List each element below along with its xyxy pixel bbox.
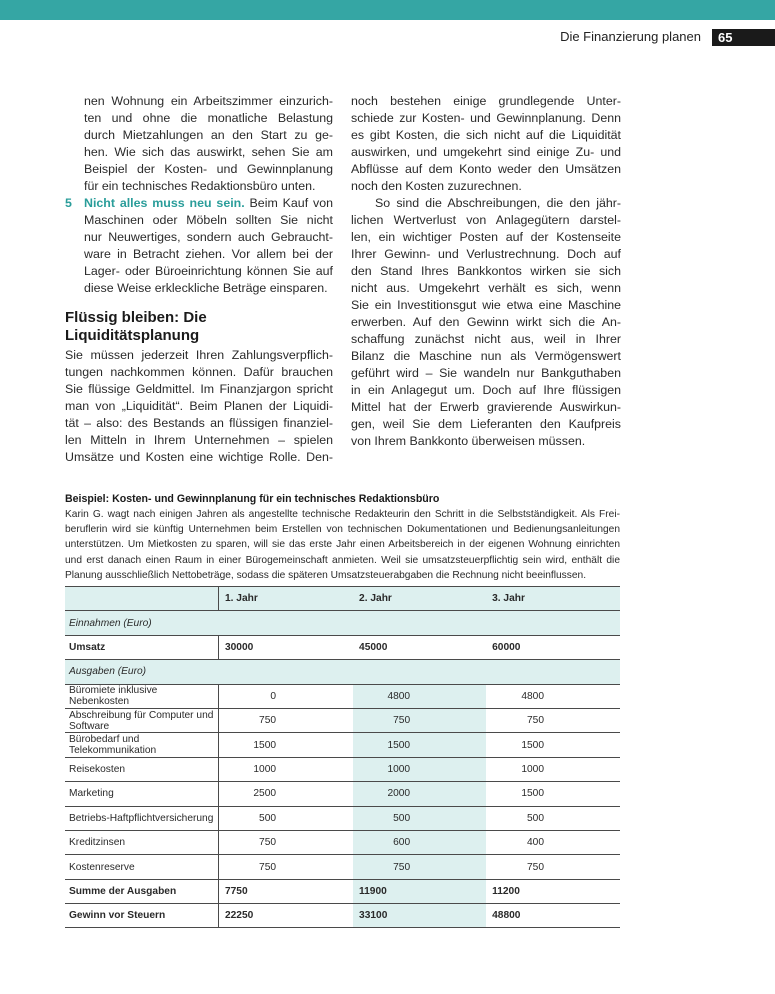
cell-year-3: 60000 (486, 635, 620, 659)
row-label: Bürobedarf und Telekommunikation (65, 733, 218, 757)
text-line: noch den Kosten zuzurechnen. (351, 179, 522, 193)
text-line: Beispiel der Kosten- und Gewinnplanung (84, 162, 333, 176)
text-line: für ein technisches Redaktionsbüro unten. (84, 179, 316, 193)
left-column (65, 93, 333, 466)
text-line: tungen nachkommen können. Dafür brauchen (65, 365, 333, 379)
table-header-cell (65, 587, 218, 611)
text-line: noch bestehen einige grundlegende Unter- (351, 94, 621, 108)
cell-year-2: 11900 (353, 879, 486, 903)
text-line: Sie flüssige Geldmittel. Im Finanzjargon spricht (65, 382, 333, 396)
table-row-profit (65, 904, 620, 928)
text-line (84, 195, 333, 212)
text-line: Planung ausschließlich Nettobeträge, sodass die späteren Umsatzsteuerabgaben die Rechnung nicht beeinflussen. (65, 569, 587, 581)
cell-year-2: 2000 (353, 782, 486, 806)
cell-year-3: 400 (486, 830, 620, 854)
text-line: Lager- oder Büroeinrichtung können Sie auf (84, 264, 333, 278)
table-row (65, 757, 620, 781)
text-line: Karin G. wagt nach einigen Jahren als angestellte technische Redakteurin den Schritt in die Selbstständigkeit. Als Frei- (65, 509, 620, 520)
cell-year-1: 22250 (218, 904, 353, 928)
cell-year-1: 7750 (218, 879, 353, 903)
cell-year-1: 30000 (218, 635, 353, 659)
table-header-row (65, 587, 620, 611)
table-row (65, 830, 620, 854)
row-label: Summe der Ausgaben (65, 879, 218, 903)
row-label: Büromiete inklusive Nebenkosten (65, 684, 218, 708)
text-line: schiede zur Kosten- und Gewinnplanung. Denn (351, 111, 621, 125)
text-line: in ein Anlagegut um. Doch auf Ihre flüssigen (351, 383, 621, 397)
text-line: nicht aus. Umgekehrt verhält es sich, wenn (351, 281, 621, 295)
text-line: Umsätze und Kosten eine wichtige Rolle. Den- (65, 450, 333, 464)
text-line: den Stand Ihres Bankkontos wirken sie sich (351, 264, 621, 278)
text-line: len Mitteln in Ihrem Unternehmen – spielen (65, 433, 333, 447)
example-box (65, 492, 620, 928)
text-line: ten und ohne die monatliche Belastung (84, 111, 333, 125)
table-row (65, 684, 620, 708)
table-header-cell: 2. Jahr (353, 587, 486, 611)
example-title: Beispiel: Kosten- und Gewinnplanung für ein technisches Redaktionsbüro (65, 493, 440, 505)
text-line: nen Wohnung ein Arbeitszimmer einzurich- (84, 94, 333, 108)
text-line: lichen Wertverlust von Anlagegütern darstel- (351, 213, 621, 227)
row-label: Reisekosten (65, 757, 218, 781)
top-color-bar (0, 0, 775, 20)
cell-year-3: 750 (486, 708, 620, 732)
text-line: Sie ein Investitionsgut wie etwa eine Maschine (351, 298, 621, 312)
cell-year-1: 500 (218, 806, 353, 830)
cell-year-1: 0 (218, 684, 353, 708)
row-label: Gewinn vor Steuern (65, 904, 218, 928)
cell-year-2: 45000 (353, 635, 486, 659)
row-label: Kreditzinsen (65, 830, 218, 854)
text-line: Mittel hat der Erwerb gravierende Auswirkun- (351, 400, 621, 414)
table-section-row (65, 611, 620, 635)
text-line: diese Weise erkleckliche Beträge einsparen. (84, 281, 328, 295)
cell-year-2: 1000 (353, 757, 486, 781)
cell-year-2: 33100 (353, 904, 486, 928)
text-line: schaffung zunächst nicht aus, weil in Ihrer (351, 332, 621, 346)
cell-year-3: 11200 (486, 879, 620, 903)
cell-year-2: 600 (353, 830, 486, 854)
text-line: Sie müssen jederzeit Ihren Zahlungsverpflich- (65, 348, 333, 362)
list-number: 5 (65, 196, 72, 210)
text-line: und erst danach einen Raum in einer Bürogemeinschaft anmieten. Weil sie umsatzsteuerpflichtig sein wird, enthält die (65, 554, 620, 566)
row-label: Betriebs-Haftpflichtversicherung (65, 806, 218, 830)
text-line: Ihrer Gewinn- und Verlustrechnung. Doch auf (351, 247, 621, 261)
section-label-expenses: Ausgaben (Euro) (65, 660, 620, 684)
table-row (65, 782, 620, 806)
table-row (65, 635, 620, 659)
right-column (351, 93, 621, 450)
page-number: 65 (712, 29, 775, 46)
planning-table (65, 586, 620, 928)
cell-year-3: 1500 (486, 733, 620, 757)
cell-year-1: 1000 (218, 757, 353, 781)
cell-year-3: 1000 (486, 757, 620, 781)
cell-year-3: 48800 (486, 904, 620, 928)
text-line: len, ein wichtiger Posten auf der Kostenseite (351, 230, 621, 244)
row-label: Umsatz (65, 635, 218, 659)
cell-year-2: 500 (353, 806, 486, 830)
text-line: ware in Betracht ziehen. Vor allem bei der (84, 247, 333, 261)
text-line: unterstützen. Um Mietkosten zu sparen, will sie das erste Jahr einen Arbeitsbereich in der eigenen Wohnung einrichten (65, 539, 620, 551)
text-line: tät – also: des Bestands an flüssigen finanziel- (65, 416, 333, 430)
cell-year-1: 1500 (218, 733, 353, 757)
cell-year-2: 750 (353, 855, 486, 879)
text-line: erwerben. Auf den Gewinn wirkt sich die An- (351, 315, 621, 329)
cell-year-1: 750 (218, 830, 353, 854)
text-line: geführt wird – Sie wandeln nur Bankguthaben (351, 366, 621, 380)
cell-year-3: 500 (486, 806, 620, 830)
row-label: Marketing (65, 782, 218, 806)
text-line: Maschinen oder Möbeln sollten Sie nicht (84, 213, 333, 227)
cell-year-1: 750 (218, 855, 353, 879)
text-line: von Ihrem Bankkonto überweisen müssen. (351, 434, 586, 448)
cell-year-2: 4800 (353, 684, 486, 708)
item-first-line: Beim Kauf von (244, 196, 333, 210)
table-row (65, 733, 620, 757)
example-text (65, 507, 620, 583)
text-line: Bilanz die Maschine nun als Vermögenswert (351, 349, 621, 363)
cell-year-3: 1500 (486, 782, 620, 806)
list-item-5 (65, 195, 333, 297)
table-section-row (65, 660, 620, 684)
table-header-cell: 1. Jahr (218, 587, 353, 611)
text-line: auswirken, und umgekehrt sind einige Zu- und (351, 145, 621, 159)
table-header-cell: 3. Jahr (486, 587, 620, 611)
text-line: durch Mietzahlungen an den Start zu ge- (84, 128, 333, 142)
cell-year-1: 750 (218, 708, 353, 732)
cell-year-3: 4800 (486, 684, 620, 708)
text-line: es gibt Kosten, die sich nicht auf die Liquidität (351, 128, 621, 142)
text-line: nur Neuwertiges, sondern auch Gebraucht- (84, 230, 333, 244)
row-label: Abschreibung für Computer und Software (65, 708, 218, 732)
text-line: Abflüsse auf dem Konto weder den Umsätzen (351, 162, 621, 176)
table-row (65, 708, 620, 732)
row-label: Kostenreserve (65, 855, 218, 879)
table-row-total (65, 879, 620, 903)
section-label-income: Einnahmen (Euro) (65, 611, 620, 635)
cell-year-1: 2500 (218, 782, 353, 806)
item-lead: Nicht alles muss neu sein. (84, 196, 245, 210)
table-row (65, 855, 620, 879)
cell-year-3: 750 (486, 855, 620, 879)
table-row (65, 806, 620, 830)
text-line: man von „Liquidität“. Beim Planen der Liquidi- (65, 399, 333, 413)
text-line: hen. Wie sich das auswirkt, sehen Sie am (84, 145, 333, 159)
section-heading: Flüssig bleiben: Die Liquiditätsplanung (65, 309, 207, 344)
text-line: gen, weil Sie dem Lieferanten den Kaufpreis (351, 417, 621, 431)
cell-year-2: 1500 (353, 733, 486, 757)
running-head: Die Finanzierung planen (560, 29, 701, 44)
cell-year-2: 750 (353, 708, 486, 732)
text-line: beruflerin wird sie künftig Unternehmen beim Erstellen von technischen Dokumentationen und Bedienungsanleitungen (65, 524, 620, 536)
text-line: So sind die Abschreibungen, die den jähr- (375, 196, 621, 210)
